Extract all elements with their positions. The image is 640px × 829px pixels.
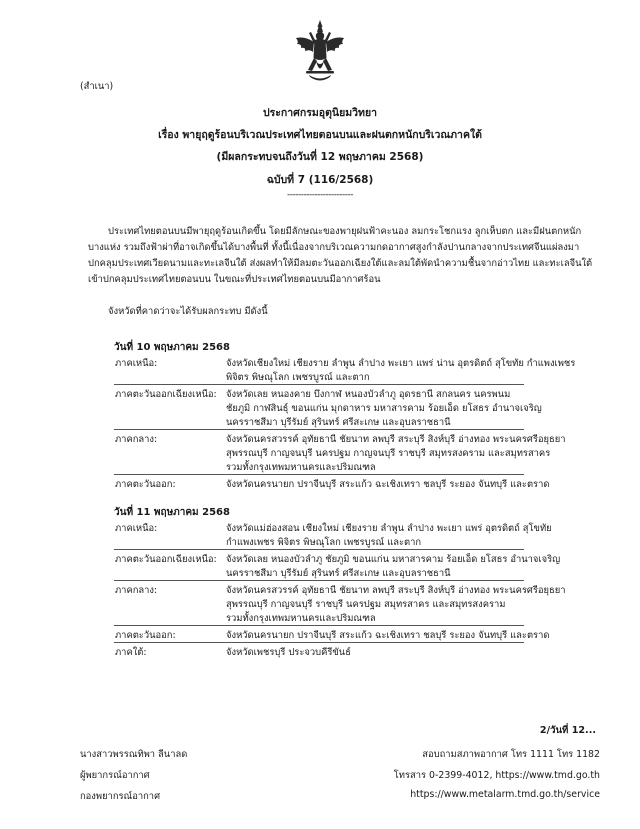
continuation-note: 2/วันที่ 12...: [539, 725, 596, 736]
region-label: ภาคกลาง:: [115, 434, 158, 445]
day-title: วันที่ 10 พฤษภาคม 2568: [114, 342, 230, 353]
province-line: สุพรรณบุรี กาญจนบุรี นครปฐม กาญจนบุรี ราชบุรี สมุทรสงคราม และสมุทรสาคร: [226, 448, 551, 459]
announcement-subject: เรื่อง พายุฤดูร้อนบริเวณประเทศไทยตอนบนและฝนตกหนักบริเวณภาคใต้: [158, 129, 482, 141]
forecaster-title: ผู้พยากรณ์อากาศ: [80, 770, 150, 781]
announcement-title: ประกาศกรมอุตุนิยมวิทยา: [262, 107, 378, 119]
forecaster-name: นางสาวพรรณทิพา ลีนาลด: [80, 749, 188, 760]
paragraph-line: ปกคลุมประเทศเวียดนามและทะเลจีนใต้ ส่งผลทำให้มีลมตะวันออกเฉียงใต้และลมใต้พัดนำความชื้นจากอ่าวไทย และทะเลจีนใต้: [88, 258, 593, 269]
region-label: ภาคเหนือ:: [115, 358, 158, 369]
row-divider: [114, 625, 524, 626]
province-line: จังหวัดแม่ฮ่องสอน เชียงใหม่ เชียงราย ลำพูน ลำปาง พะเยา แพร่ อุตรดิตถ์ สุโขทัย: [226, 523, 552, 534]
province-line: จังหวัดนครนายก ปราจีนบุรี สระแก้ว ฉะเชิงเทรา ชลบุรี ระยอง จันทบุรี และตราด: [226, 479, 550, 490]
region-label: ภาคตะวันออก:: [115, 630, 176, 641]
affected-intro: จังหวัดที่คาดว่าจะได้รับผลกระทบ มีดังนี้: [108, 306, 268, 317]
forecast-division: กองพยากรณ์อากาศ: [80, 791, 161, 802]
region-label: ภาคใต้:: [115, 647, 147, 658]
province-line: รวมทั้งกรุงเทพมหานครและปริมณฑล: [226, 613, 376, 624]
copy-label: (สำเนา): [80, 81, 114, 92]
issue-number: ฉบับที่ 7 (116/2568): [266, 174, 374, 186]
effective-date: (มีผลกระทบจนถึงวันที่ 12 พฤษภาคม 2568): [216, 151, 424, 163]
province-line: จังหวัดเลย หนองคาย บึงกาฬ หนองบัวลำภู อุดรธานี สกลนคร นครพนม: [226, 389, 511, 400]
contact-phone: สอบถามสภาพอากาศ โทร 1111 โทร 1182: [422, 749, 600, 760]
province-line: จังหวัดเชียงใหม่ เชียงราย ลำพูน ลำปาง พะเยา แพร่ น่าน อุตรดิตถ์ สุโขทัย กำแพงเพชร: [226, 358, 576, 369]
garuda-emblem-icon: [293, 18, 347, 86]
region-label: ภาคตะวันออกเฉียงเหนือ:: [115, 389, 217, 400]
province-line: นครราชสีมา บุรีรัมย์ สุรินทร์ ศรีสะเกษ และอุบลราชธานี: [226, 568, 451, 579]
paragraph-line: บางแห่ง รวมถึงฟ้าผ่าที่อาจเกิดขึ้นได้บางพื้นที่ ทั้งนี้เนื่องจากบริเวณความกดอากาศสูงกำลังปานกลางจากประเทศจีนแผ่ลงมา: [88, 242, 580, 253]
row-divider: [114, 580, 524, 581]
province-line: ชัยภูมิ กาฬสินธุ์ ขอนแก่น มุกดาหาร มหาสารคาม ร้อยเอ็ด ยโสธร อำนาจเจริญ: [226, 403, 542, 414]
province-line: นครราชสีมา บุรีรัมย์ สุรินทร์ ศรีสะเกษ และอุบลราชธานี: [226, 417, 451, 428]
row-divider: [114, 549, 524, 550]
paragraph-line: เข้าปกคลุมประเทศไทยตอนบน ในขณะที่ประเทศไทยตอนบนมีอากาศร้อน: [88, 274, 381, 285]
region-label: ภาคตะวันออก:: [115, 479, 176, 490]
province-line: จังหวัดเลย หนองบัวลำภู ชัยภูมิ ขอนแก่น มหาสารคาม ร้อยเอ็ด ยโสธร อำนาจเจริญ: [226, 554, 561, 565]
row-divider: [114, 429, 524, 430]
province-line: พิจิตร พิษณุโลก เพชรบูรณ์ และตาก: [226, 372, 370, 383]
region-label: ภาคเหนือ:: [115, 523, 158, 534]
province-line: จังหวัดนครสวรรค์ อุทัยธานี ชัยนาท ลพบุรี สระบุรี สิงห์บุรี อ่างทอง พระนครศรีอยุธยา: [226, 585, 566, 596]
region-label: ภาคตะวันออกเฉียงเหนือ:: [115, 554, 217, 565]
region-label: ภาคกลาง:: [115, 585, 158, 596]
province-line: จังหวัดนครสวรรค์ อุทัยธานี ชัยนาท ลพบุรี สระบุรี สิงห์บุรี อ่างทอง พระนครศรีอยุธยา: [226, 434, 566, 445]
paragraph-line: ประเทศไทยตอนบนมีพายุฤดูร้อนเกิดขึ้น โดยมีลักษณะของพายุฝนฟ้าคะนอง ลมกระโชกแรง ลูกเห็บตก และมีฝนตกหนัก: [108, 226, 582, 237]
province-line: รวมทั้งกรุงเทพมหานครและปริมณฑล: [226, 462, 376, 473]
metalarm-link[interactable]: https://www.metalarm.tmd.go.th/service: [410, 789, 600, 800]
row-divider: [114, 642, 524, 643]
day-title: วันที่ 11 พฤษภาคม 2568: [114, 507, 230, 518]
row-divider: [114, 474, 524, 475]
row-divider: [114, 384, 524, 385]
province-line: จังหวัดนครนายก ปราจีนบุรี สระแก้ว ฉะเชิงเทรา ชลบุรี ระยอง จันทบุรี และตราด: [226, 630, 550, 641]
contact-fax-website[interactable]: โทรสาร 0-2399-4012, https://www.tmd.go.th: [393, 770, 600, 781]
province-line: กำแพงเพชร พิจิตร พิษณุโลก เพชรบูรณ์ และตาก: [226, 537, 422, 548]
province-line: สุพรรณบุรี กาญจนบุรี ราชบุรี นครปฐม สมุทรสาคร และสมุทรสงคราม: [226, 599, 506, 610]
header-divider: ------------------------: [287, 190, 353, 200]
province-line: จังหวัดเพชรบุรี ประจวบคีรีขันธ์: [226, 647, 351, 658]
